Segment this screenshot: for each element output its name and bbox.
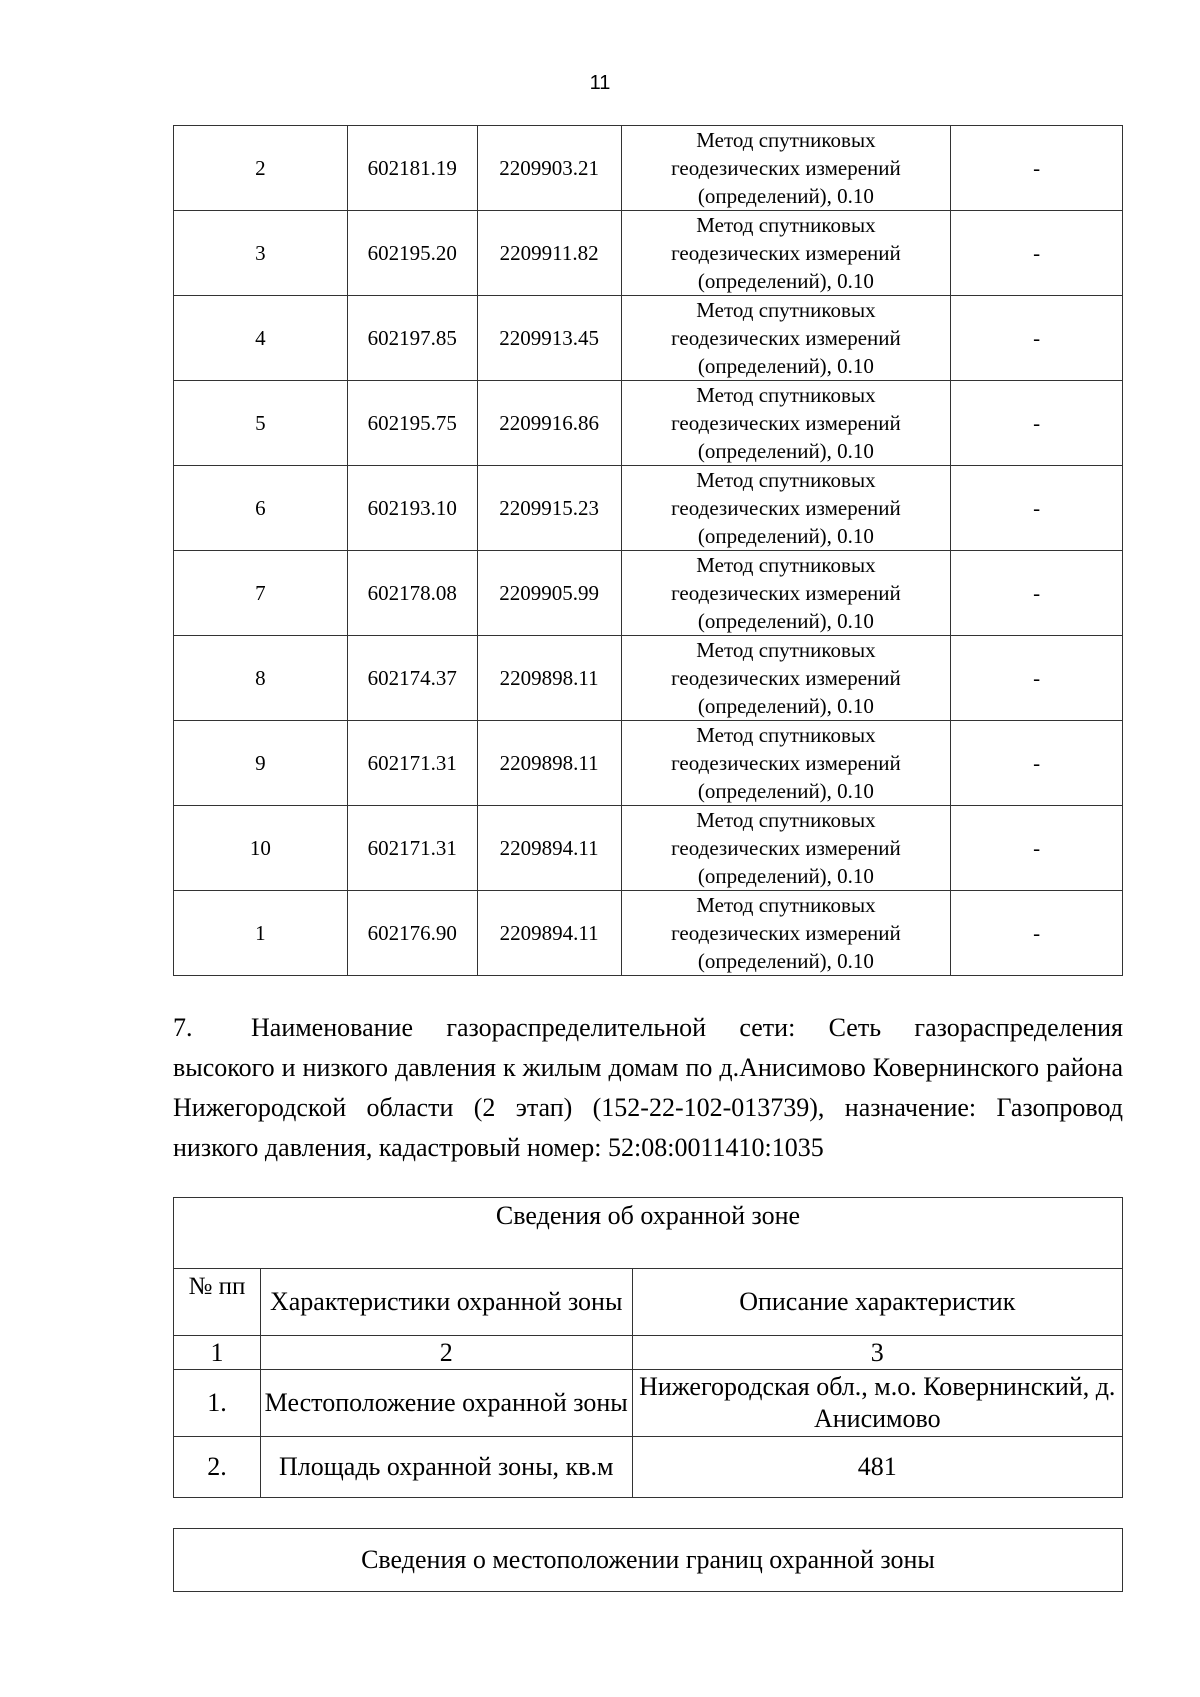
y-coordinate-cell: 2209911.82 bbox=[477, 211, 621, 296]
y-coordinate-cell: 2209916.86 bbox=[477, 381, 621, 466]
index-cell: 1 bbox=[174, 1336, 261, 1370]
method-line: (определений), 0.10 bbox=[697, 439, 874, 463]
note-cell: - bbox=[951, 891, 1123, 976]
x-coordinate-cell: 602171.31 bbox=[347, 721, 477, 806]
method-line: Метод спутниковых bbox=[696, 298, 876, 322]
method-cell bbox=[621, 551, 951, 636]
note-cell: - bbox=[951, 721, 1123, 806]
method-line: Метод спутниковых bbox=[696, 383, 876, 407]
page-number: 11 bbox=[589, 72, 611, 94]
table-row bbox=[174, 806, 1123, 891]
point-number-cell: 4 bbox=[174, 296, 348, 381]
section-number: 7. bbox=[173, 1013, 193, 1042]
zone-table-index-row bbox=[174, 1336, 1123, 1370]
index-cell: 2 bbox=[260, 1336, 632, 1370]
note-cell: - bbox=[951, 126, 1123, 211]
point-number-cell: 8 bbox=[174, 636, 348, 721]
method-cell bbox=[621, 466, 951, 551]
method-line: (определений), 0.10 bbox=[697, 779, 874, 803]
method-line: (определений), 0.10 bbox=[697, 694, 874, 718]
x-coordinate-cell: 602195.20 bbox=[347, 211, 477, 296]
method-cell bbox=[621, 381, 951, 466]
y-coordinate-cell: 2209905.99 bbox=[477, 551, 621, 636]
table-row bbox=[174, 381, 1123, 466]
method-line: геодезических измерений bbox=[671, 496, 901, 520]
point-number-cell: 2 bbox=[174, 126, 348, 211]
method-line: геодезических измерений bbox=[671, 666, 901, 690]
y-coordinate-cell: 2209913.45 bbox=[477, 296, 621, 381]
table-row bbox=[174, 211, 1123, 296]
header-characteristics: Характеристики охранной зоны bbox=[260, 1269, 632, 1336]
point-number-cell: 6 bbox=[174, 466, 348, 551]
y-coordinate-cell: 2209894.11 bbox=[477, 891, 621, 976]
row-characteristic: Площадь охранной зоны, кв.м bbox=[260, 1437, 632, 1498]
protection-zone-table bbox=[173, 1197, 1123, 1498]
table-row bbox=[174, 296, 1123, 381]
table-row bbox=[174, 1437, 1123, 1498]
x-coordinate-cell: 602176.90 bbox=[347, 891, 477, 976]
section-7-paragraph bbox=[173, 1008, 1123, 1168]
method-line: геодезических измерений bbox=[671, 241, 901, 265]
note-cell: - bbox=[951, 296, 1123, 381]
bounds-title-row bbox=[174, 1529, 1123, 1592]
method-line: (определений), 0.10 bbox=[697, 524, 874, 548]
y-coordinate-cell: 2209898.11 bbox=[477, 636, 621, 721]
note-cell: - bbox=[951, 381, 1123, 466]
method-line: Метод спутниковых bbox=[696, 638, 876, 662]
row-number: 2. bbox=[174, 1437, 261, 1498]
method-line: (определений), 0.10 bbox=[697, 864, 874, 888]
table-row bbox=[174, 636, 1123, 721]
y-coordinate-cell: 2209898.11 bbox=[477, 721, 621, 806]
note-cell: - bbox=[951, 466, 1123, 551]
point-number-cell: 1 bbox=[174, 891, 348, 976]
method-cell bbox=[621, 126, 951, 211]
zone-boundaries-table bbox=[173, 1528, 1123, 1592]
method-line: Метод спутниковых bbox=[696, 468, 876, 492]
method-cell bbox=[621, 211, 951, 296]
note-cell: - bbox=[951, 211, 1123, 296]
table-row bbox=[174, 891, 1123, 976]
method-line: Метод спутниковых bbox=[696, 128, 876, 152]
section-description: Наименование газораспределительной сети: Сеть газораспределения высокого и низкого давления к жилым домам по д.Анисимово Ковернинского района Нижегородской области (2 этап) (152-22-102-013739), назначение: Газопровод низкого давления, кадастровый номер: 52:08:0011410:1035 bbox=[173, 1013, 1123, 1162]
point-number-cell: 10 bbox=[174, 806, 348, 891]
x-coordinate-cell: 602181.19 bbox=[347, 126, 477, 211]
method-line: Метод спутниковых bbox=[696, 213, 876, 237]
table-row bbox=[174, 126, 1123, 211]
method-cell bbox=[621, 806, 951, 891]
x-coordinate-cell: 602195.75 bbox=[347, 381, 477, 466]
zone-table-title-row bbox=[174, 1198, 1123, 1269]
note-cell: - bbox=[951, 551, 1123, 636]
method-cell bbox=[621, 296, 951, 381]
header-description: Описание характеристик bbox=[632, 1269, 1122, 1336]
method-line: (определений), 0.10 bbox=[697, 949, 874, 973]
method-cell bbox=[621, 636, 951, 721]
x-coordinate-cell: 602174.37 bbox=[347, 636, 477, 721]
point-number-cell: 7 bbox=[174, 551, 348, 636]
x-coordinate-cell: 602178.08 bbox=[347, 551, 477, 636]
x-coordinate-cell: 602171.31 bbox=[347, 806, 477, 891]
bounds-table-title: Сведения о местоположении границ охранной зоны bbox=[174, 1529, 1123, 1592]
method-line: геодезических измерений bbox=[671, 581, 901, 605]
method-line: геодезических измерений bbox=[671, 836, 901, 860]
header-number: № пп bbox=[174, 1269, 261, 1336]
note-cell: - bbox=[951, 636, 1123, 721]
method-line: Метод спутниковых bbox=[696, 893, 876, 917]
method-line: геодезических измерений bbox=[671, 411, 901, 435]
row-number: 1. bbox=[174, 1370, 261, 1437]
method-line: геодезических измерений bbox=[671, 326, 901, 350]
method-line: (определений), 0.10 bbox=[697, 609, 874, 633]
point-number-cell: 3 bbox=[174, 211, 348, 296]
method-line: Метод спутниковых bbox=[696, 553, 876, 577]
point-number-cell: 5 bbox=[174, 381, 348, 466]
y-coordinate-cell: 2209915.23 bbox=[477, 466, 621, 551]
table-row bbox=[174, 551, 1123, 636]
y-coordinate-cell: 2209903.21 bbox=[477, 126, 621, 211]
y-coordinate-cell: 2209894.11 bbox=[477, 806, 621, 891]
method-line: Метод спутниковых bbox=[696, 723, 876, 747]
note-cell: - bbox=[951, 806, 1123, 891]
method-line: геодезических измерений bbox=[671, 751, 901, 775]
method-line: Метод спутниковых bbox=[696, 808, 876, 832]
x-coordinate-cell: 602197.85 bbox=[347, 296, 477, 381]
method-line: (определений), 0.10 bbox=[697, 184, 874, 208]
zone-table-header-row bbox=[174, 1269, 1123, 1336]
row-description: Нижегородская обл., м.о. Ковернинский, д. Анисимово bbox=[632, 1370, 1122, 1437]
method-line: геодезических измерений bbox=[671, 156, 901, 180]
x-coordinate-cell: 602193.10 bbox=[347, 466, 477, 551]
method-cell bbox=[621, 721, 951, 806]
method-cell bbox=[621, 891, 951, 976]
row-characteristic: Местоположение охранной зоны bbox=[260, 1370, 632, 1437]
coordinates-table bbox=[173, 125, 1123, 976]
method-line: (определений), 0.10 bbox=[697, 354, 874, 378]
zone-table-title: Сведения об охранной зоне bbox=[174, 1198, 1123, 1269]
point-number-cell: 9 bbox=[174, 721, 348, 806]
method-line: геодезических измерений bbox=[671, 921, 901, 945]
row-description: 481 bbox=[632, 1437, 1122, 1498]
table-row bbox=[174, 466, 1123, 551]
index-cell: 3 bbox=[632, 1336, 1122, 1370]
table-row bbox=[174, 721, 1123, 806]
table-row bbox=[174, 1370, 1123, 1437]
method-line: (определений), 0.10 bbox=[697, 269, 874, 293]
